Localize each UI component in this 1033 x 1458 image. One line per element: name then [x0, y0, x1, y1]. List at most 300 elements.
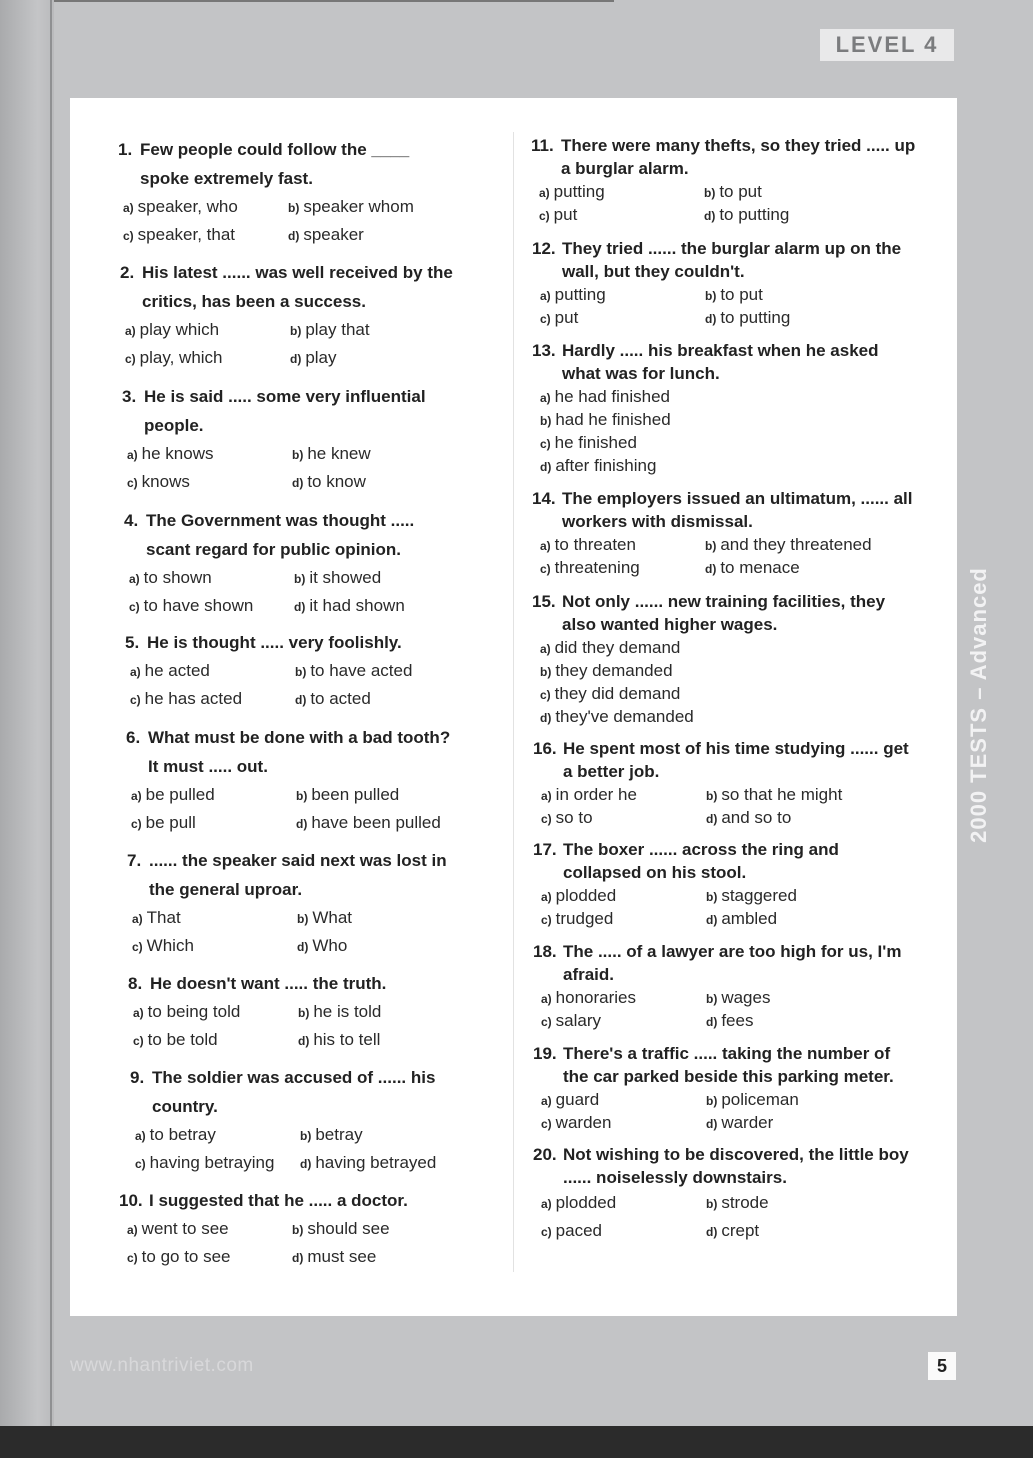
option-text: and they threatened [720, 534, 872, 554]
option-text: to go to see [141, 1247, 231, 1266]
option-text: had he finished [555, 409, 671, 429]
level-tag: LEVEL 4 [820, 29, 954, 61]
option-letter: c) [541, 811, 552, 826]
question-text: The boxer ...... across the ring and collapsed on his stool. [563, 840, 839, 882]
answer-option [133, 1002, 298, 1022]
answer-option [541, 988, 706, 1008]
question-stem [533, 940, 918, 986]
answer-option [540, 535, 705, 555]
option-letter: c) [131, 817, 142, 831]
option-text: put [553, 204, 578, 224]
question-number: 10. [119, 1191, 143, 1210]
answer-options [126, 781, 461, 837]
option-letter: c) [129, 600, 140, 614]
option-letter: a) [127, 448, 138, 462]
option-text: play, which [139, 348, 223, 367]
option-letter: b) [540, 664, 552, 679]
option-text: putting [554, 284, 606, 304]
answer-options [127, 904, 462, 960]
answer-option [127, 444, 292, 464]
answer-option [298, 1002, 463, 1022]
question-text: He is said ..... some very influential people. [144, 387, 426, 435]
question-19 [533, 1042, 918, 1134]
question-5 [125, 628, 460, 713]
question-number: 14. [532, 489, 556, 508]
answer-option [288, 225, 453, 245]
option-text: to put [719, 181, 762, 201]
answer-option [540, 456, 870, 476]
option-letter: a) [540, 641, 551, 656]
column-divider [513, 132, 514, 1272]
option-letter: b) [294, 572, 306, 586]
option-text: wages [721, 987, 771, 1007]
answer-option [541, 886, 706, 906]
question-number: 5. [125, 633, 140, 652]
option-letter: a) [127, 1223, 138, 1237]
question-16 [533, 737, 918, 829]
question-text: The ..... of a lawyer are too high for us, I'm afraid. [563, 942, 902, 984]
option-letter: b) [706, 1197, 718, 1211]
answer-option [706, 1193, 871, 1213]
option-letter: d) [297, 940, 309, 954]
option-text: staggered [721, 885, 797, 905]
option-letter: c) [123, 229, 134, 243]
question-8 [128, 969, 463, 1054]
option-text: after finishing [555, 455, 657, 475]
answer-option [540, 707, 870, 727]
option-text: to being told [147, 1002, 241, 1021]
question-2 [120, 258, 455, 372]
option-letter: d) [296, 817, 308, 831]
option-text: he acted [144, 661, 210, 680]
answer-options [128, 998, 463, 1054]
option-letter: a) [132, 912, 143, 926]
option-text: did they demand [554, 637, 681, 657]
option-letter: d) [300, 1157, 312, 1171]
option-text: to know [307, 472, 366, 491]
option-text: play which [139, 320, 220, 339]
option-text: he knew [307, 444, 371, 463]
answer-options [532, 385, 917, 477]
answer-option [706, 909, 871, 929]
answer-option [300, 1153, 465, 1173]
option-text: speaker, that [137, 225, 236, 244]
option-text: What [312, 908, 353, 927]
answer-option [132, 936, 297, 956]
question-stem [126, 723, 461, 781]
option-text: fees [721, 1010, 754, 1030]
answer-option [296, 813, 461, 833]
answer-option [130, 689, 295, 709]
answer-option [288, 197, 453, 217]
answer-option [541, 1113, 706, 1133]
question-12 [532, 237, 917, 329]
question-3 [122, 382, 457, 496]
option-text: he had finished [554, 386, 670, 406]
question-stem [128, 969, 463, 998]
answer-options [122, 440, 457, 496]
option-letter: d) [706, 1225, 718, 1239]
answer-options [531, 180, 916, 226]
answer-option [540, 387, 870, 407]
answer-option [290, 320, 455, 340]
question-number: 17. [533, 840, 557, 859]
question-stem [533, 1143, 918, 1189]
question-number: 20. [533, 1145, 557, 1164]
option-letter: c) [541, 1116, 552, 1131]
option-letter: a) [131, 789, 142, 803]
question-number: 7. [127, 851, 142, 870]
answer-option [127, 1219, 292, 1239]
answer-option [540, 308, 705, 328]
option-text: to menace [720, 557, 800, 577]
option-letter: c) [540, 311, 551, 326]
question-stem [125, 628, 460, 657]
option-text: he finished [554, 432, 637, 452]
answer-options [124, 564, 459, 620]
option-text: he is told [313, 1002, 382, 1021]
answer-option [706, 988, 871, 1008]
answer-option [132, 908, 297, 928]
option-text: to have acted [310, 661, 413, 680]
option-text: his to tell [313, 1030, 381, 1049]
option-text: so that he might [721, 784, 843, 804]
answer-option [704, 182, 869, 202]
option-text: they've demanded [555, 706, 694, 726]
option-text: warden [555, 1112, 612, 1132]
option-letter: c) [130, 693, 141, 707]
option-letter: c) [127, 476, 138, 490]
question-number: 18. [533, 942, 557, 961]
option-letter: d) [295, 693, 307, 707]
option-letter: b) [296, 789, 308, 803]
answer-option [541, 1193, 706, 1213]
option-text: threatening [554, 557, 640, 577]
option-text: to shown [143, 568, 212, 587]
answer-option [706, 1113, 871, 1133]
option-letter: b) [295, 665, 307, 679]
option-letter: d) [292, 1251, 304, 1265]
option-text: be pulled [145, 785, 215, 804]
answer-option [706, 1221, 871, 1241]
option-letter: b) [297, 912, 309, 926]
question-11 [531, 134, 916, 226]
answer-option [127, 472, 292, 492]
answer-option [127, 1247, 292, 1267]
answer-option [541, 1090, 706, 1110]
question-number: 9. [130, 1068, 145, 1087]
option-text: Who [312, 936, 348, 955]
answer-option [294, 568, 459, 588]
question-text: The soldier was accused of ...... his country. [152, 1068, 436, 1116]
option-text: having betrayed [315, 1153, 437, 1172]
question-stem [533, 838, 918, 884]
page-number: 5 [928, 1352, 956, 1380]
question-text: I suggested that he ..... a doctor. [149, 1191, 408, 1210]
option-text: went to see [141, 1219, 229, 1238]
option-text: speaker, who [137, 197, 238, 216]
question-number: 4. [124, 511, 139, 530]
option-text: must see [307, 1247, 377, 1266]
option-letter: a) [540, 390, 551, 405]
option-letter: d) [288, 229, 300, 243]
answer-option [540, 410, 870, 430]
question-stem [127, 846, 462, 904]
binding-line [50, 0, 52, 1426]
option-text: to have shown [143, 596, 254, 615]
answer-option [296, 785, 461, 805]
option-text: knows [141, 472, 190, 491]
answer-option [706, 1090, 871, 1110]
option-letter: a) [541, 889, 552, 904]
question-14 [532, 487, 917, 579]
answer-option [294, 596, 459, 616]
question-stem [124, 506, 459, 564]
answer-option [125, 348, 290, 368]
answer-option [292, 444, 457, 464]
option-text: ambled [721, 908, 778, 928]
answer-option [706, 886, 871, 906]
answer-option [300, 1125, 465, 1145]
answer-options [532, 636, 917, 728]
question-9 [130, 1063, 465, 1177]
answer-options [533, 1189, 918, 1245]
question-text: The Government was thought ..... scant regard for public opinion. [146, 511, 415, 559]
answer-option [135, 1125, 300, 1145]
option-letter: a) [125, 324, 136, 338]
answer-option [705, 308, 870, 328]
option-letter: b) [298, 1006, 310, 1020]
question-1 [118, 135, 453, 249]
option-letter: b) [706, 991, 718, 1006]
question-number: 13. [532, 341, 556, 360]
option-text: to be told [147, 1030, 218, 1049]
question-stem [532, 237, 917, 283]
option-text: warder [721, 1112, 774, 1132]
option-letter: b) [706, 1093, 718, 1108]
answer-option [133, 1030, 298, 1050]
question-18 [533, 940, 918, 1032]
option-text: to threaten [554, 534, 636, 554]
option-letter: b) [292, 448, 304, 462]
answer-option [295, 661, 460, 681]
answer-option [131, 785, 296, 805]
footer-url: www.nhantriviet.com [70, 1355, 254, 1376]
answer-option [123, 225, 288, 245]
option-letter: c) [132, 940, 143, 954]
option-text: trudged [555, 908, 614, 928]
answer-option [706, 785, 871, 805]
option-letter: d) [706, 1116, 718, 1131]
answer-options [120, 316, 455, 372]
question-stem [532, 590, 917, 636]
option-text: be pull [145, 813, 196, 832]
question-text: Not wishing to be discovered, the little boy ...... noiselessly downstairs. [563, 1145, 909, 1187]
option-letter: a) [541, 991, 552, 1006]
option-letter: d) [705, 561, 717, 576]
answer-option [540, 285, 705, 305]
option-text: play [305, 348, 337, 367]
answer-option [540, 433, 870, 453]
option-text: policeman [721, 1089, 799, 1109]
question-15 [532, 590, 917, 728]
option-text: they demanded [555, 660, 673, 680]
option-letter: a) [541, 1197, 552, 1211]
option-text: guard [555, 1089, 600, 1109]
answer-option [541, 909, 706, 929]
answer-options [118, 193, 453, 249]
answer-option [705, 558, 870, 578]
option-text: That [146, 908, 181, 927]
option-text: salary [555, 1010, 602, 1030]
answer-options [130, 1121, 465, 1177]
option-letter: d) [706, 1014, 718, 1029]
option-letter: a) [539, 185, 550, 200]
option-text: to betray [149, 1125, 216, 1144]
option-letter: b) [705, 538, 717, 553]
question-stem [122, 382, 457, 440]
option-text: should see [307, 1219, 390, 1238]
option-letter: d) [292, 476, 304, 490]
option-letter: b) [705, 288, 717, 303]
option-text: so to [555, 807, 593, 827]
question-stem [532, 487, 917, 533]
option-text: have been pulled [311, 813, 441, 832]
question-text: What must be done with a bad tooth? It must ..... out. [148, 728, 451, 776]
option-letter: d) [540, 459, 552, 474]
option-letter: c) [540, 687, 551, 702]
answer-option [123, 197, 288, 217]
option-letter: c) [539, 208, 550, 223]
option-text: crept [721, 1221, 760, 1240]
option-letter: d) [540, 710, 552, 725]
option-text: to put [720, 284, 763, 304]
side-title-text: 2000 TESTS – Advanced [966, 567, 991, 843]
option-text: paced [555, 1221, 602, 1240]
answer-option [706, 1011, 871, 1031]
question-number: 8. [128, 974, 143, 993]
option-text: it showed [309, 568, 382, 587]
option-letter: c) [540, 561, 551, 576]
question-text: Hardly ..... his breakfast when he asked what was for lunch. [562, 341, 879, 383]
answer-option [704, 205, 869, 225]
option-letter: b) [290, 324, 302, 338]
answer-option [539, 205, 704, 225]
option-text: and so to [721, 807, 792, 827]
question-stem [118, 135, 453, 193]
answer-option [540, 684, 870, 704]
option-text: to putting [720, 307, 791, 327]
answer-option [706, 808, 871, 828]
answer-options [533, 783, 918, 829]
exercise-sheet [70, 98, 957, 1316]
answer-option [540, 558, 705, 578]
option-letter: d) [705, 311, 717, 326]
option-text: to putting [719, 204, 790, 224]
scan-bottom-edge [0, 1426, 1033, 1458]
question-17 [533, 838, 918, 930]
answer-options [533, 884, 918, 930]
answer-option [539, 182, 704, 202]
book-binding [0, 0, 54, 1426]
question-text: ...... the speaker said next was lost in the general uproar. [149, 851, 447, 899]
question-number: 6. [126, 728, 141, 747]
option-letter: b) [704, 185, 716, 200]
top-rule [54, 0, 614, 2]
question-number: 2. [120, 263, 135, 282]
option-letter: d) [294, 600, 306, 614]
question-10 [119, 1186, 454, 1271]
question-number: 3. [122, 387, 137, 406]
answer-options [532, 283, 917, 329]
question-stem [533, 1042, 918, 1088]
option-letter: c) [133, 1034, 144, 1048]
option-letter: c) [135, 1157, 146, 1171]
option-letter: a) [135, 1129, 146, 1143]
question-number: 11. [531, 136, 554, 155]
question-stem [119, 1186, 454, 1215]
question-stem [130, 1063, 465, 1121]
option-letter: b) [706, 889, 718, 904]
answer-option [298, 1030, 463, 1050]
option-letter: b) [540, 413, 552, 428]
option-text: putting [553, 181, 605, 201]
option-text: honoraries [555, 987, 636, 1007]
answer-option [541, 785, 706, 805]
question-text: They tried ...... the burglar alarm up on the wall, but they couldn't. [562, 239, 902, 281]
option-letter: c) [541, 1225, 552, 1239]
answer-option [540, 638, 870, 658]
answer-option [541, 1221, 706, 1241]
option-letter: a) [123, 201, 134, 215]
question-text: His latest ...... was well received by the critics, has been a success. [142, 263, 453, 311]
option-letter: c) [540, 436, 551, 451]
answer-option [292, 1219, 457, 1239]
option-letter: a) [130, 665, 141, 679]
option-letter: c) [127, 1251, 138, 1265]
option-letter: c) [541, 1014, 552, 1029]
option-letter: a) [541, 1093, 552, 1108]
option-text: speaker [303, 225, 364, 244]
answer-option [295, 689, 460, 709]
option-letter: d) [290, 352, 302, 366]
question-number: 12. [532, 239, 556, 258]
answer-option [292, 1247, 457, 1267]
question-13 [532, 339, 917, 477]
option-text: been pulled [311, 785, 400, 804]
option-letter: a) [133, 1006, 144, 1020]
option-text: plodded [555, 1193, 617, 1212]
option-letter: a) [540, 538, 551, 553]
answer-options [532, 533, 917, 579]
option-text: it had shown [309, 596, 405, 615]
option-letter: b) [706, 788, 718, 803]
option-text: Which [146, 936, 194, 955]
option-letter: c) [125, 352, 136, 366]
answer-options [533, 986, 918, 1032]
question-stem [532, 339, 917, 385]
question-number: 16. [533, 739, 557, 758]
option-text: speaker whom [303, 197, 414, 216]
answer-option [705, 535, 870, 555]
option-text: in order he [555, 784, 637, 804]
option-letter: c) [541, 912, 552, 927]
question-number: 1. [118, 140, 133, 159]
option-letter: d) [298, 1034, 310, 1048]
option-text: they did demand [554, 683, 681, 703]
option-text: put [554, 307, 579, 327]
option-letter: a) [129, 572, 140, 586]
